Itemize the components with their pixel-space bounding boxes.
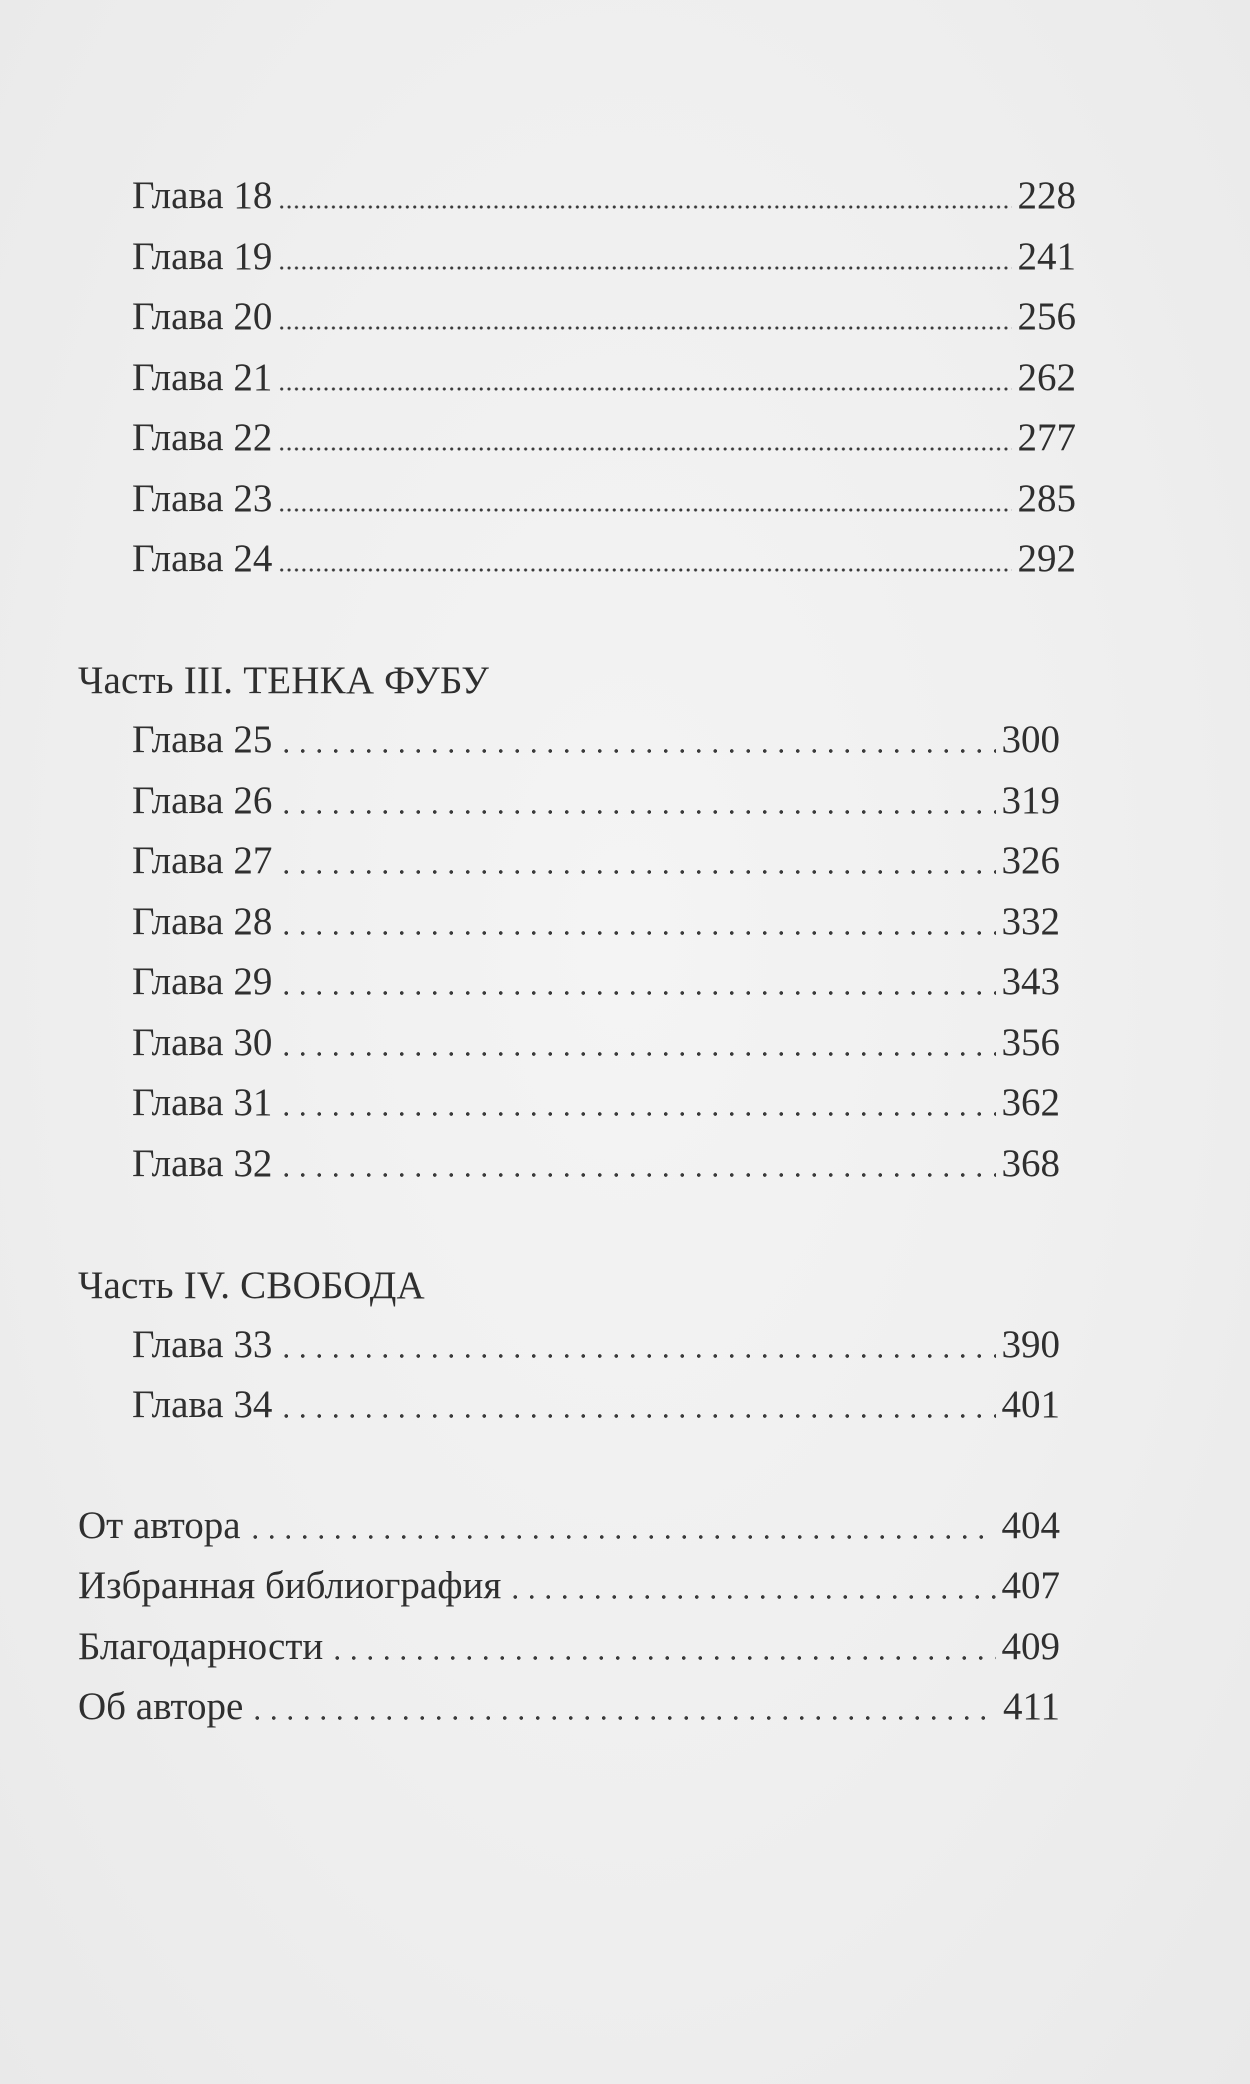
toc-entry-chapter-34 bbox=[132, 1381, 1060, 1429]
dot-leader bbox=[278, 958, 997, 1006]
page-number: 319 bbox=[1001, 779, 1060, 822]
dot-leader bbox=[278, 354, 1013, 402]
chapter-title: Глава 30 bbox=[132, 1021, 273, 1064]
chapter-title: Глава 24 bbox=[132, 537, 273, 580]
toc-entry-chapter-20 bbox=[132, 293, 1076, 341]
page-number: 356 bbox=[1001, 1021, 1060, 1064]
toc-entry-chapter-18 bbox=[132, 172, 1076, 220]
dot-leader bbox=[278, 233, 1013, 281]
dot-leader bbox=[278, 293, 1013, 341]
chapter-title: Глава 33 bbox=[132, 1323, 273, 1366]
page-number: 404 bbox=[1001, 1504, 1060, 1547]
toc-entry-chapter-25 bbox=[132, 716, 1060, 764]
dot-leader bbox=[278, 1321, 997, 1369]
chapter-title: Глава 31 bbox=[132, 1081, 273, 1124]
dot-leader bbox=[278, 1079, 997, 1127]
chapter-title: Глава 23 bbox=[132, 477, 273, 520]
toc-entry-chapter-31 bbox=[132, 1079, 1060, 1127]
page-number: 241 bbox=[1017, 235, 1076, 278]
dot-leader bbox=[278, 475, 1013, 523]
chapter-title: Глава 32 bbox=[132, 1142, 273, 1185]
page-number: 262 bbox=[1017, 356, 1076, 399]
page-number: 409 bbox=[1001, 1625, 1060, 1668]
chapter-title: Глава 21 bbox=[132, 356, 273, 399]
part-heading-part-4: Часть IV. СВОБОДА bbox=[78, 1264, 425, 1307]
dot-leader bbox=[278, 535, 1013, 583]
toc-entry-chapter-33 bbox=[132, 1321, 1060, 1369]
chapter-title: Глава 29 bbox=[132, 960, 273, 1003]
dot-leader bbox=[278, 172, 1013, 220]
dot-leader bbox=[278, 898, 997, 946]
chapter-title: Глава 34 bbox=[132, 1383, 273, 1426]
dot-leader bbox=[278, 414, 1013, 462]
dot-leader bbox=[278, 1140, 997, 1188]
page-number: 300 bbox=[1001, 718, 1060, 761]
page-number: 401 bbox=[1001, 1383, 1060, 1426]
page-number: 407 bbox=[1001, 1564, 1060, 1607]
toc-entry-bibliography bbox=[78, 1562, 1060, 1610]
dot-leader bbox=[278, 716, 997, 764]
toc-entry-chapter-24 bbox=[132, 535, 1076, 583]
chapter-title: Глава 19 bbox=[132, 235, 273, 278]
section-title: Об авторе bbox=[78, 1685, 244, 1728]
toc-entry-chapter-27 bbox=[132, 837, 1060, 885]
part-heading-part-3: Часть III. ТЕНКА ФУБУ bbox=[78, 659, 490, 702]
page-number: 343 bbox=[1001, 960, 1060, 1003]
page-number: 326 bbox=[1001, 839, 1060, 882]
dot-leader bbox=[329, 1623, 997, 1671]
toc-entry-chapter-22 bbox=[132, 414, 1076, 462]
dot-leader bbox=[507, 1562, 997, 1610]
page-number: 368 bbox=[1001, 1142, 1060, 1185]
toc-entry-about-author bbox=[78, 1683, 1060, 1731]
section-title: От автора bbox=[78, 1504, 241, 1547]
dot-leader bbox=[278, 777, 997, 825]
toc-entry-chapter-26 bbox=[132, 777, 1060, 825]
toc-entry-from-author bbox=[78, 1502, 1060, 1550]
toc-entry-acknowledgements bbox=[78, 1623, 1060, 1671]
toc-entry-chapter-21 bbox=[132, 354, 1076, 402]
dot-leader bbox=[278, 1381, 997, 1429]
toc-entry-chapter-30 bbox=[132, 1019, 1060, 1067]
toc-entry-chapter-19 bbox=[132, 233, 1076, 281]
page-number: 256 bbox=[1017, 295, 1076, 338]
dot-leader bbox=[247, 1502, 998, 1550]
section-title: Благодарности bbox=[78, 1625, 324, 1668]
dot-leader bbox=[278, 1019, 997, 1067]
toc-entry-chapter-32 bbox=[132, 1140, 1060, 1188]
page-number: 332 bbox=[1001, 900, 1060, 943]
dot-leader bbox=[278, 837, 997, 885]
page-number: 285 bbox=[1017, 477, 1076, 520]
chapter-title: Глава 28 bbox=[132, 900, 273, 943]
chapter-title: Глава 20 bbox=[132, 295, 273, 338]
page-number: 277 bbox=[1017, 416, 1076, 459]
page-number: 228 bbox=[1017, 174, 1076, 217]
toc-entry-chapter-29 bbox=[132, 958, 1060, 1006]
page-number: 411 bbox=[1002, 1685, 1060, 1728]
page-number: 390 bbox=[1001, 1323, 1060, 1366]
toc-entry-chapter-23 bbox=[132, 475, 1076, 523]
chapter-title: Глава 26 bbox=[132, 779, 273, 822]
chapter-title: Глава 18 bbox=[132, 174, 273, 217]
page-number: 292 bbox=[1017, 537, 1076, 580]
chapter-title: Глава 22 bbox=[132, 416, 273, 459]
chapter-title: Глава 25 bbox=[132, 718, 273, 761]
page-number: 362 bbox=[1001, 1081, 1060, 1124]
dot-leader bbox=[249, 1683, 999, 1731]
toc-entry-chapter-28 bbox=[132, 898, 1060, 946]
section-title: Избранная библиография bbox=[78, 1564, 502, 1607]
chapter-title: Глава 27 bbox=[132, 839, 273, 882]
